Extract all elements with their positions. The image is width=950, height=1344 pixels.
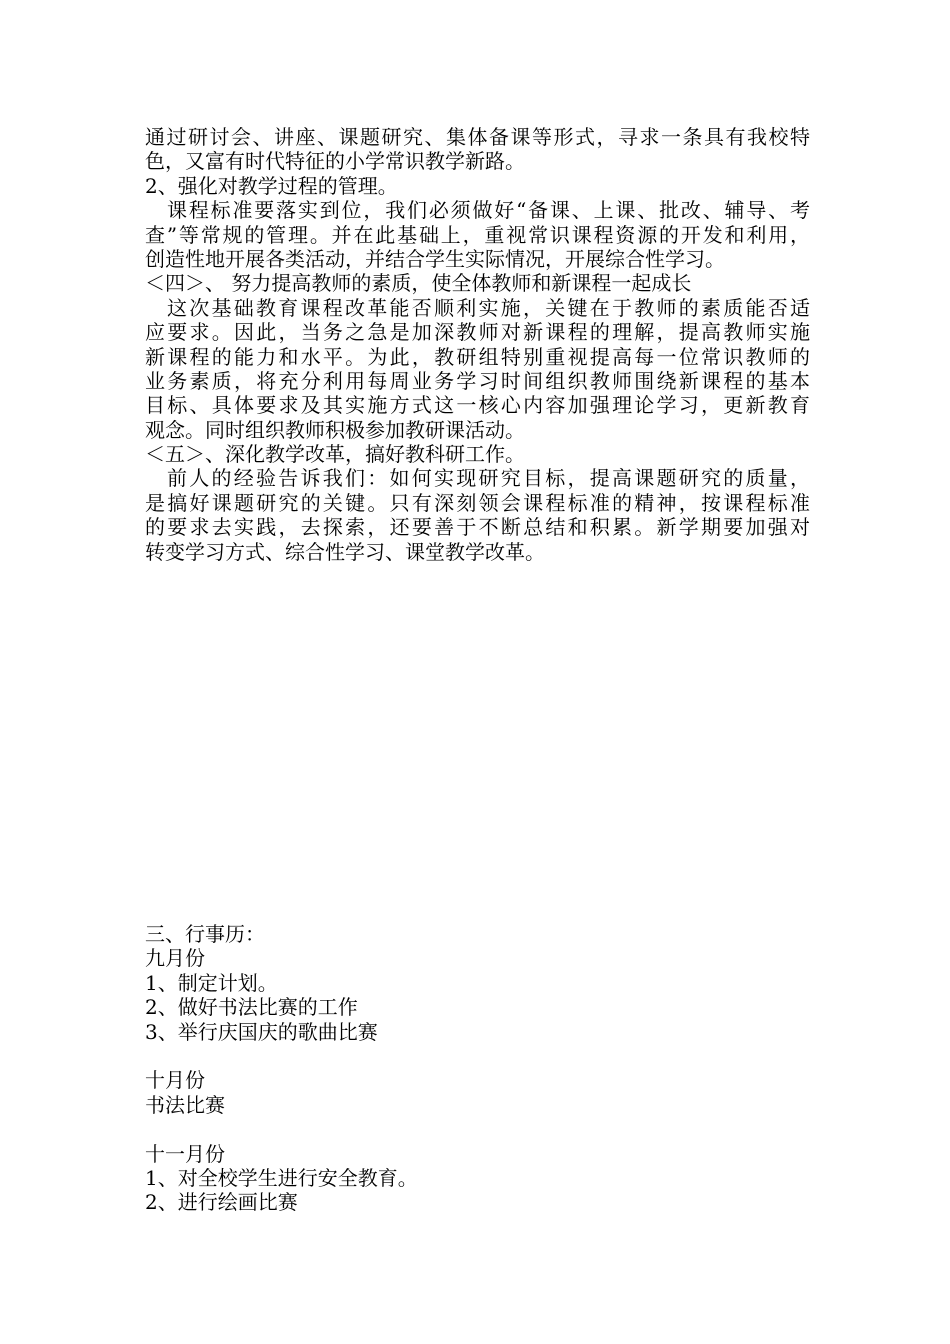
heading-teaching-reform: ＜五＞、深化教学改革，搞好教科研工作。	[145, 442, 525, 467]
text-line: 前人的经验告诉我们：如何实现研究目标，提高课题研究的质量，	[167, 466, 810, 491]
paragraph-teaching-reform	[145, 466, 810, 564]
paragraph-intro	[145, 125, 810, 174]
list-item: 3、举行庆国庆的歌曲比赛	[145, 1019, 378, 1044]
text-line: 新课程的能力和水平。为此，教研组特别重视提高每一位常识教师的	[145, 344, 810, 369]
text-line: 转变学习方式、综合性学习、课堂教学改革。	[145, 539, 545, 564]
month-october: 十月份	[145, 1068, 205, 1093]
heading-teacher-quality: ＜四＞、 努力提高教师的素质，使全体教师和新课程一起成长	[145, 271, 692, 296]
list-item: 2、做好书法比赛的工作	[145, 995, 358, 1020]
paragraph-teacher-quality	[145, 296, 810, 442]
heading-process-management: 2、强化对教学过程的管理。	[145, 173, 398, 198]
list-item: 2、进行绘画比赛	[145, 1190, 298, 1215]
list-item: 1、制定计划。	[145, 970, 278, 995]
paragraph-curriculum-standards	[145, 198, 810, 271]
spacer	[145, 1044, 810, 1068]
list-item: 书法比赛	[145, 1092, 225, 1117]
list-item: 1、对全校学生进行安全教育。	[145, 1165, 418, 1190]
text-line: 是搞好课题研究的关键。只有深刻领会课程标准的精神，按课程标准	[145, 490, 810, 515]
spacer	[145, 1117, 810, 1141]
text-line: 通过研讨会、讲座、课题研究、集体备课等形式，寻求一条具有我校特	[145, 125, 810, 149]
month-september: 九月份	[145, 946, 205, 971]
month-november: 十一月份	[145, 1141, 225, 1166]
upper-section	[145, 125, 810, 564]
text-line: 业务素质，将充分利用每周业务学习时间组织教师围绕新课程的基本	[145, 368, 810, 393]
text-line: 色，又富有时代特征的小学常识教学新路。	[145, 149, 525, 174]
text-line: 这次基础教育课程改革能否顺利实施，关键在于教师的素质能否适	[167, 295, 810, 320]
calendar-section	[145, 922, 810, 1215]
text-line: 目标、具体要求及其实施方式这一核心内容加强理论学习，更新教育	[145, 393, 810, 418]
text-line: 的要求去实践，去探索，还要善于不断总结和积累。新学期要加强对	[145, 515, 810, 540]
text-line: 创造性地开展各类活动，并结合学生实际情况，开展综合性学习。	[145, 246, 725, 271]
text-line: 查”等常规的管理。并在此基础上，重视常识课程资源的开发和利用，	[145, 222, 810, 247]
text-line: 课程标准要落实到位，我们必须做好“备课、上课、批改、辅导、考	[167, 198, 810, 223]
text-line: 观念。同时组织教师积极参加教研课活动。	[145, 417, 525, 442]
calendar-title: 三、行事历：	[145, 922, 265, 946]
text-line: 应要求。因此，当务之急是加深教师对新课程的理解，提高教师实施	[145, 320, 810, 345]
